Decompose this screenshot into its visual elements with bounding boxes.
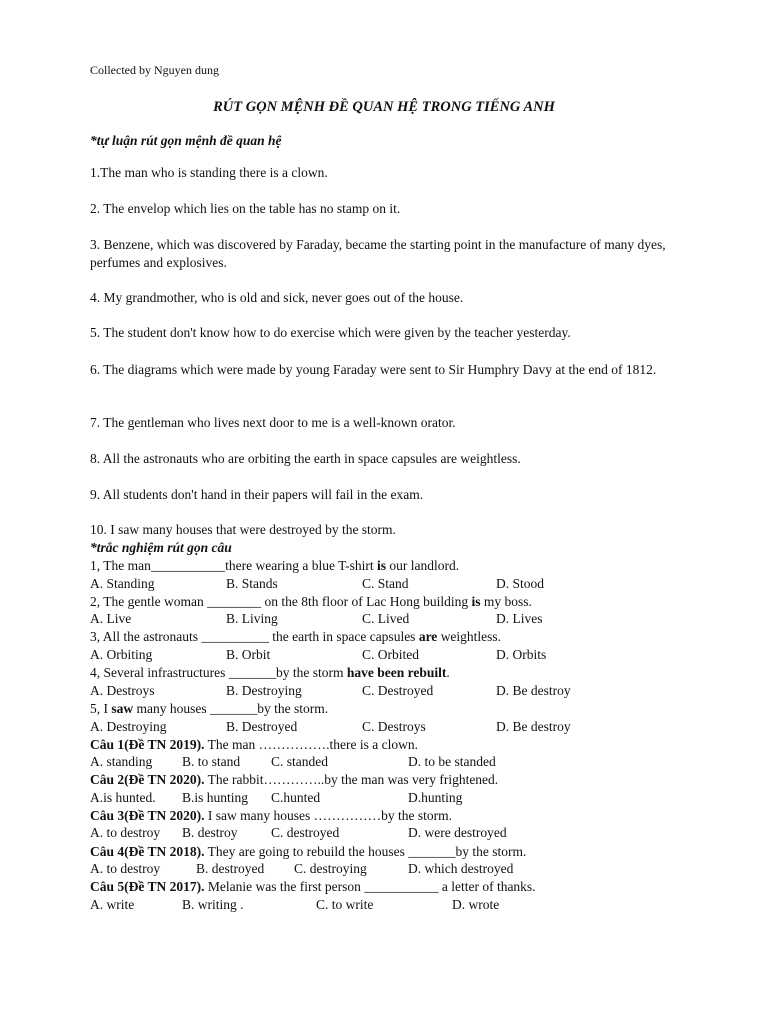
mc-question-5 — [90, 701, 328, 717]
c2-option-a: A.is hunted. — [90, 790, 156, 805]
question-text: by the storm — [275, 665, 347, 680]
answer-blank: _______ — [210, 701, 258, 716]
question-text: They are going to rebuild the houses — [204, 844, 409, 859]
question-text: The rabbit…………..by the man was very frightened. — [204, 772, 499, 787]
exam-label: Câu 2(Đề TN 2020). — [90, 772, 205, 787]
answer-blank: _______ — [228, 665, 276, 680]
essay-item-8: 8. All the astronauts who are orbiting the earth in space capsules are weightless. — [90, 451, 521, 466]
q1-option-b: B. Stands — [226, 576, 278, 591]
c3-option-a: A. to destroy — [90, 825, 161, 840]
q5-option-c: C. Destroys — [362, 719, 426, 734]
question-text: . — [446, 665, 450, 680]
essay-item-6: 6. The diagrams which were made by young Faraday were sent to Sir Humphry Davy at the end of 1812. — [90, 362, 657, 377]
question-keyword: are — [418, 629, 438, 644]
c4-option-c: C. destroying — [294, 861, 367, 876]
mc-question-1 — [90, 558, 459, 574]
question-keyword: saw — [111, 701, 134, 716]
q5-option-a: A. Destroying — [90, 719, 167, 734]
c3-option-c: C. destroyed — [271, 825, 340, 840]
answer-blank: ________ — [207, 594, 262, 609]
question-text: by the storm. — [455, 844, 527, 859]
q1-option-a: A. Standing — [90, 576, 155, 591]
answer-blank: ___________ — [150, 558, 226, 573]
mc-question-3 — [90, 629, 501, 645]
question-text: the earth in space capsules — [268, 629, 419, 644]
exam-question-2 — [90, 772, 498, 788]
q4-option-c: C. Destroyed — [362, 683, 434, 698]
question-text: 2, The gentle woman — [90, 594, 208, 609]
c4-option-b: B. destroyed — [196, 861, 265, 876]
question-text: there wearing a blue T-shirt — [225, 558, 377, 573]
essay-item-3: 3. Benzene, which was discovered by Faraday, became the starting point in the manufacture of many dyes, perfumes and explosives. — [90, 237, 666, 270]
exam-label: Câu 3(Đề TN 2020). — [90, 808, 205, 823]
c2-option-b: B.is hunting — [182, 790, 249, 805]
c5-option-b: B. writing . — [182, 897, 244, 912]
q4-option-d: D. Be destroy — [496, 683, 571, 698]
question-text: The man …………….there is a clown. — [204, 737, 418, 752]
exam-question-1 — [90, 737, 418, 753]
essay-item-7: 7. The gentleman who lives next door to me is a well-known orator. — [90, 415, 456, 430]
c3-option-b: B. destroy — [182, 825, 238, 840]
q4-option-b: B. Destroying — [226, 683, 302, 698]
c1-option-c: C. standed — [271, 754, 328, 769]
q1-option-d: D. Stood — [496, 576, 545, 591]
exam-question-3 — [90, 808, 452, 824]
c5-option-c: C. to write — [316, 897, 374, 912]
mc-heading: *trắc nghiệm rút gọn câu — [90, 540, 232, 555]
question-text: 1, The man — [90, 558, 151, 573]
question-keyword: have been rebuilt — [346, 665, 447, 680]
c1-option-a: A. standing — [90, 754, 153, 769]
q2-option-b: B. Living — [226, 611, 278, 626]
question-text: on the 8th floor of Lac Hong building — [261, 594, 472, 609]
essay-item-4: 4. My grandmother, who is old and sick, never goes out of the house. — [90, 290, 464, 305]
question-text: a letter of thanks. — [438, 879, 536, 894]
c2-option-c: C.hunted — [271, 790, 321, 805]
c5-option-a: A. write — [90, 897, 135, 912]
exam-label: Câu 1(Đề TN 2019). — [90, 737, 205, 752]
essay-item-10: 10. I saw many houses that were destroyed by the storm. — [90, 522, 396, 537]
q5-option-d: D. Be destroy — [496, 719, 571, 734]
essay-item-5: 5. The student don't know how to do exercise which were given by the teacher yesterday. — [90, 325, 571, 340]
q3-option-b: B. Orbit — [226, 647, 271, 662]
c1-option-d: D. to be standed — [408, 754, 496, 769]
essay-item-1: 1.The man who is standing there is a clown. — [90, 165, 328, 180]
answer-blank: _______ — [408, 844, 456, 859]
answer-blank: ___________ — [364, 879, 439, 894]
c4-option-d: D. which destroyed — [408, 861, 514, 876]
q2-option-c: C. Lived — [362, 611, 410, 626]
essay-item-9: 9. All students don't hand in their papers will fail in the exam. — [90, 487, 424, 502]
collected-by-note: Collected by Nguyen dung — [90, 63, 219, 77]
c3-option-d: D. were destroyed — [408, 825, 507, 840]
question-text: 4, Several infrastructures — [90, 665, 229, 680]
exam-question-5 — [90, 879, 536, 895]
exam-label: Câu 5(Đề TN 2017). — [90, 879, 205, 894]
question-keyword: is — [376, 558, 386, 573]
question-keyword: is — [471, 594, 481, 609]
q2-option-a: A. Live — [90, 611, 132, 626]
question-text: 5, I — [90, 701, 112, 716]
answer-blank: __________ — [201, 629, 269, 644]
mc-question-4 — [90, 665, 450, 681]
question-text: by the storm. — [257, 701, 329, 716]
q3-option-a: A. Orbiting — [90, 647, 153, 662]
c1-option-b: B. to stand — [182, 754, 241, 769]
essay-heading: *tự luận rút gọn mệnh đề quan hệ — [90, 133, 282, 148]
question-text: weightless. — [437, 629, 502, 644]
q3-option-d: D. Orbits — [496, 647, 547, 662]
c5-option-d: D. wrote — [452, 897, 500, 912]
question-text: 3, All the astronauts — [90, 629, 202, 644]
question-text: many houses — [133, 701, 211, 716]
q4-option-a: A. Destroys — [90, 683, 155, 698]
essay-item-2: 2. The envelop which lies on the table has no stamp on it. — [90, 201, 401, 216]
c2-option-d: D.hunting — [408, 790, 463, 805]
q5-option-b: B. Destroyed — [226, 719, 298, 734]
c4-option-a: A. to destroy — [90, 861, 161, 876]
document-title: RÚT GỌN MỆNH ĐỀ QUAN HỆ TRONG TIẾNG ANH — [213, 99, 555, 115]
question-text: Melanie was the first person — [204, 879, 365, 894]
question-text: my boss. — [480, 594, 532, 609]
q2-option-d: D. Lives — [496, 611, 543, 626]
mc-question-2 — [90, 594, 532, 610]
question-text: our landlord. — [385, 558, 460, 573]
exam-label: Câu 4(Đề TN 2018). — [90, 844, 205, 859]
q1-option-c: C. Stand — [362, 576, 409, 591]
exam-question-4 — [90, 844, 526, 860]
q3-option-c: C. Orbited — [362, 647, 419, 662]
question-text: I saw many houses ……………by the storm. — [204, 808, 452, 823]
